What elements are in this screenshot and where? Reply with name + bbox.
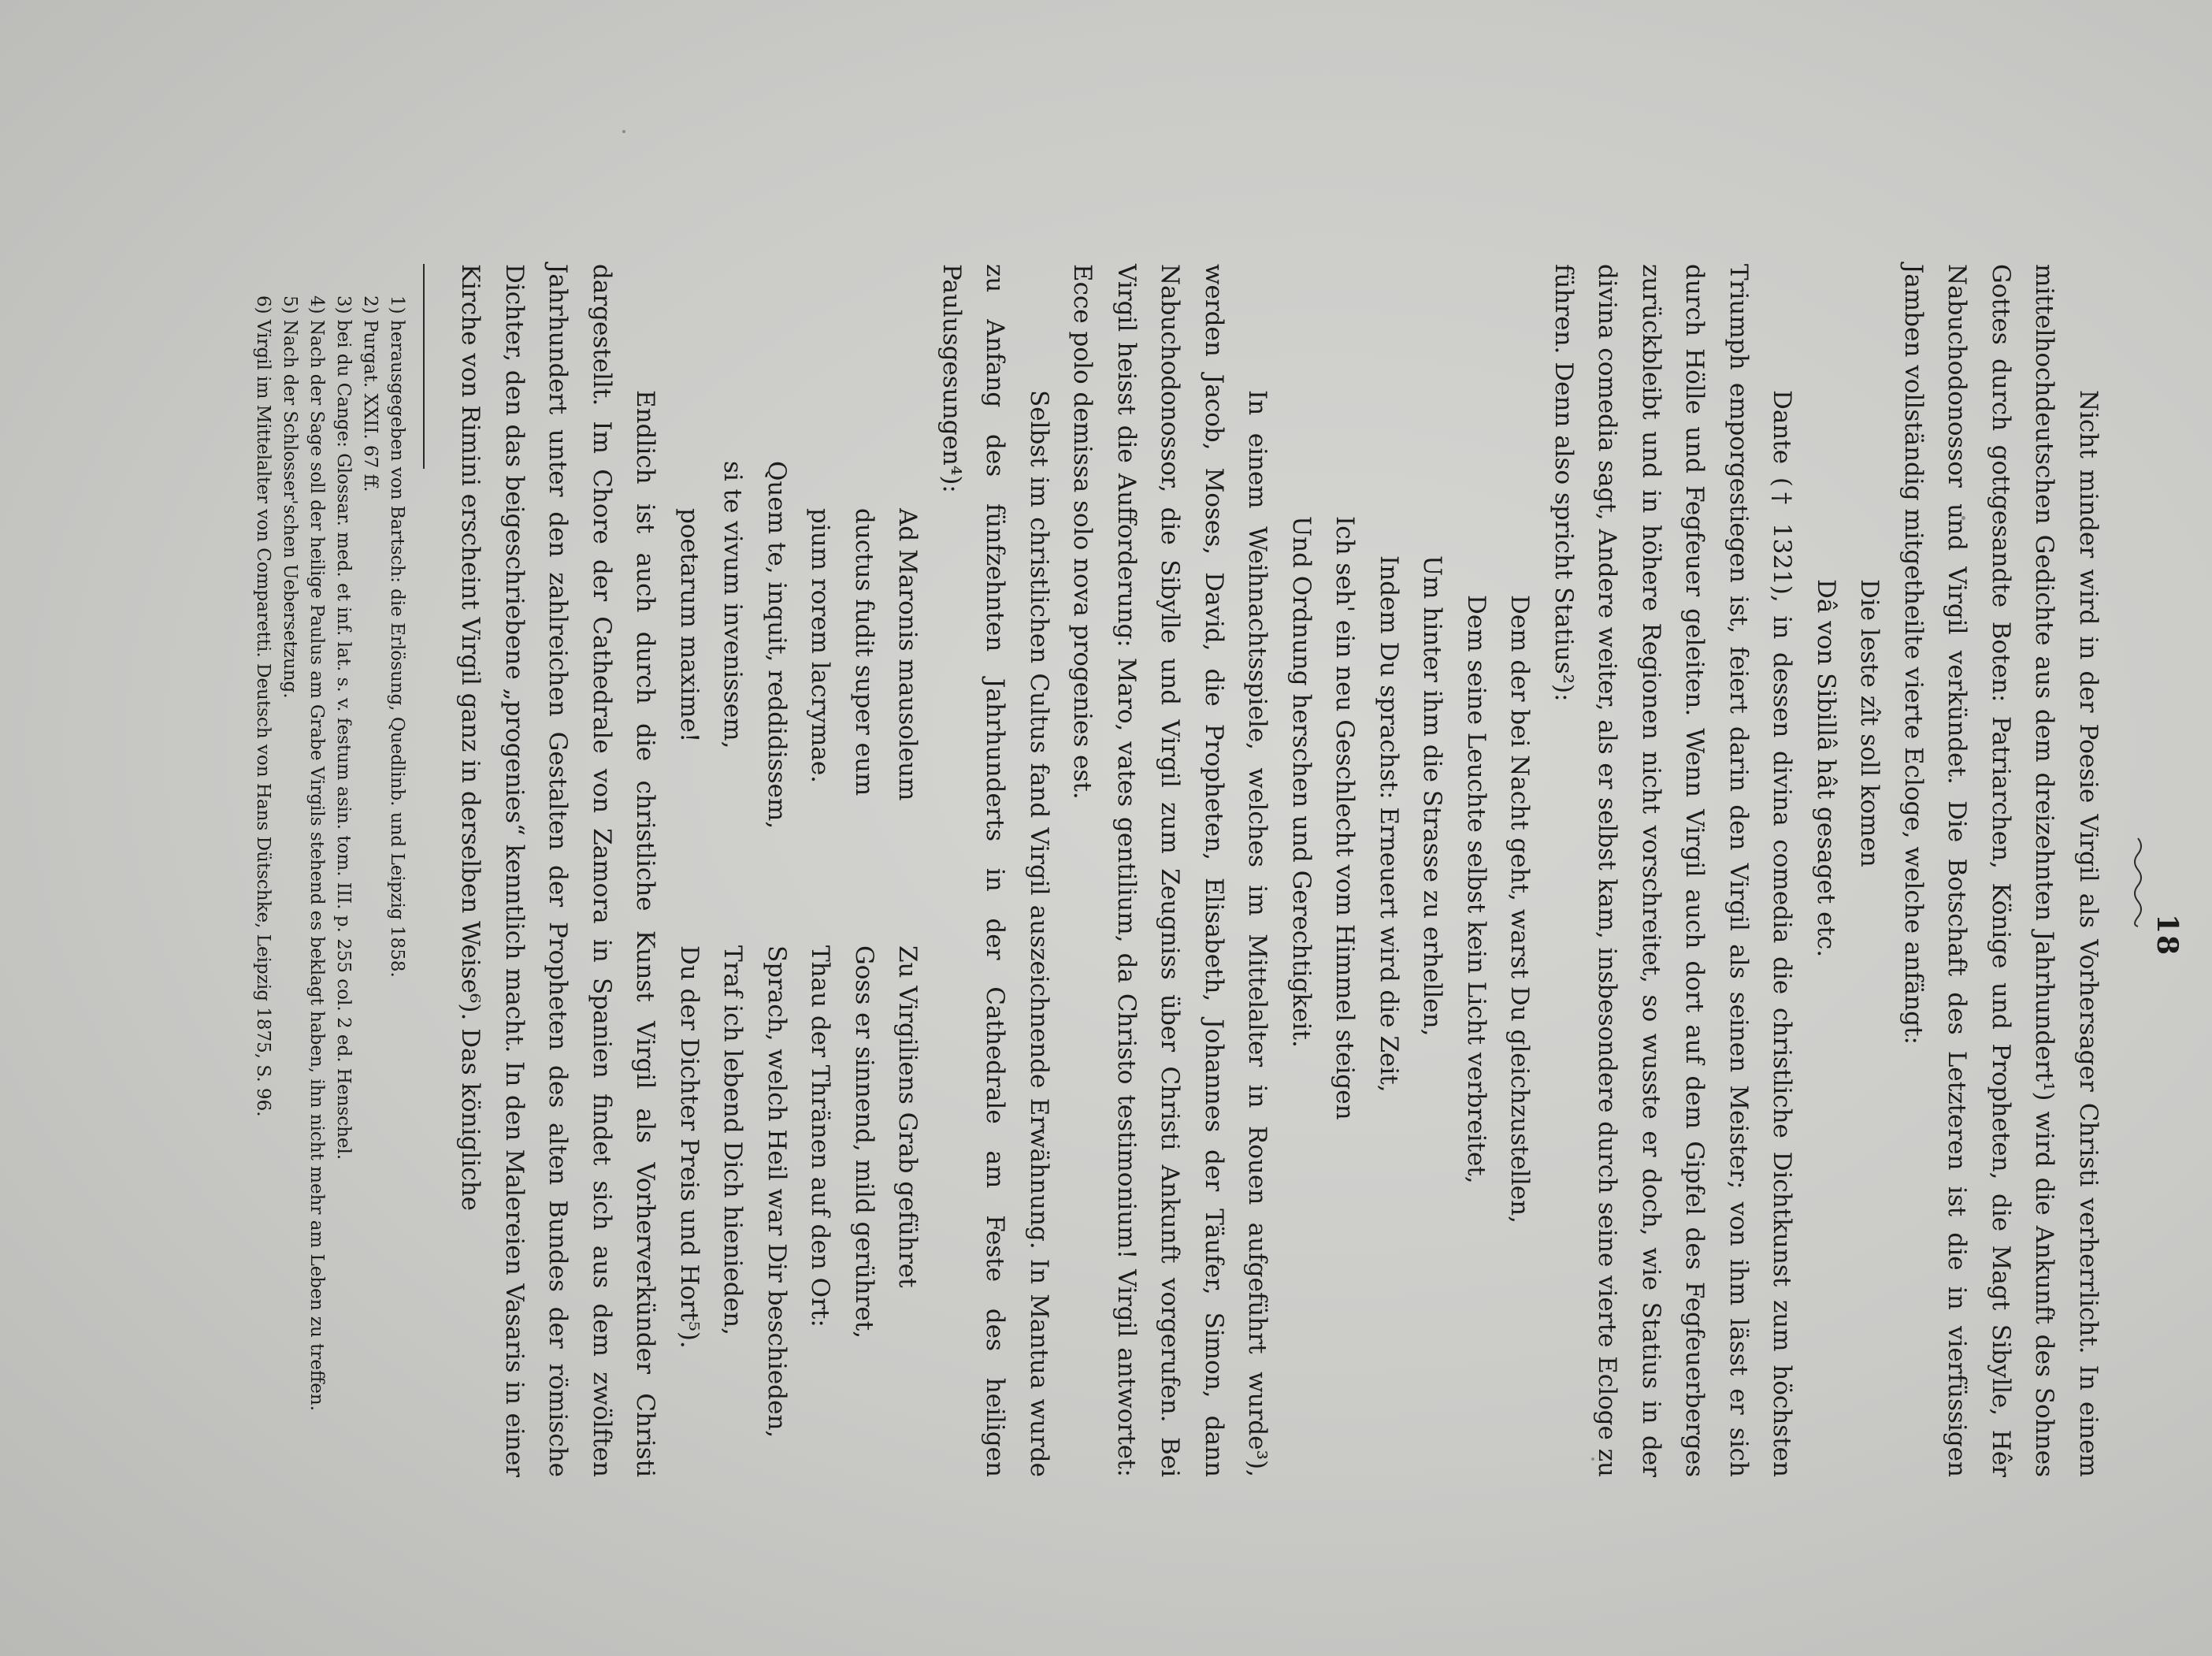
latin-line: Ad Maronis mausoleum bbox=[893, 508, 922, 801]
paragraph: Dante († 1321), in dessen divina comedia die christliche Dichtkunst zum höchsten Triumph emporgestiegen ist, feiert darin den Virgil als seinen Meister; von ihm lässt er sich durch Hölle und Fegfeuer geleiten. Wenn Virgil auch dort auf dem Gipfel des Fegfeuerberges zurückbleibt und in höhere Regionen nicht vorschreitet, so wusste er doch, wie Statius in der divina comedia sagt, Andere weiter, als er selbst kam, insbesondere durch seine vierte Ecloge zu führen. Denn also spricht Statius²): bbox=[1550, 264, 1797, 1477]
footnote: 2) Purgat. XXII. 67 ff. bbox=[360, 295, 380, 492]
latin-line: ductus fudit super eum bbox=[850, 508, 878, 796]
page-body bbox=[250, 264, 2110, 1477]
german-line: Goss er sinnend, mild gerühret, bbox=[850, 945, 878, 1339]
verse-line: Und Ordnung herschen und Gerechtigkeit. bbox=[1287, 516, 1316, 1048]
paragraph: In einem Weihnachtsspiele, welches im Mittelalter in Rouen aufgeführt wurde³), werden Jacob, Moses, David, die Propheten, Elisabeth, Johannes der Täufer, Simon, dann Nabuchodonossor, die Sibylle und Virgil zum Zeugniss über Christi Ankunft vorgerufen. Bei Virgil heisst die Aufforderung: Maro, vates gentilium, da Christo testimonium! Virgil antwortet: Ecce polo demissa solo nova progenies est. bbox=[1068, 264, 1272, 1477]
verse-line: Dâ von Sibillâ hât gesaget etc. bbox=[1812, 579, 1840, 958]
latin-line: Quem te, inquit, reddidissem, bbox=[763, 461, 791, 830]
german-line: Thau der Thränen auf den Ort: bbox=[806, 945, 835, 1327]
verse-quote bbox=[1279, 516, 1542, 1477]
latin-line: poetarum maxime! bbox=[675, 508, 703, 743]
latin-hymn bbox=[667, 374, 930, 906]
german-line: Du der Dichter Preis und Hort⁵). bbox=[675, 945, 703, 1349]
footnotes bbox=[250, 264, 410, 1477]
footnote: 4) Nach der Sage soll der heilige Paulus am Grabe Virgils stehend es beklagt haben, ihn nicht mehr am Leben zu treffen. bbox=[306, 295, 327, 1412]
footnote: 5) Nach der Schlosser'schen Uebersetzung. bbox=[280, 295, 300, 699]
german-line: Traf ich lebend Dich hienieden, bbox=[718, 945, 748, 1335]
german-line: Zu Virgiliens Grab geführet bbox=[893, 945, 922, 1288]
verse-line: Die leste zît soll komen bbox=[1855, 579, 1884, 867]
verse-line: Dem seine Leuchte selbst kein Licht verbreitet, bbox=[1462, 595, 1490, 1184]
footnote: 6) Virgil im Mittelalter von Comparetti. Deutsch von Hans Dütschke, Leipzig 1875, S. 96. bbox=[253, 295, 273, 1117]
paragraph: Nicht minder wird in der Poesie Virgil als Vorhersager Christi verherrlicht. In einem mittelhochdeutschen Gedichte aus dem dreizehnten Jahrhundert¹) wird die Ankunft des Sohnes Gottes durch gottgesandte Boten: Patriarchen, Könige und Propheten, die Magt Sibylle, Hêr Nabuchodonossor und Virgil verkündet. Die Botschaft des Letzteren ist die in vierfüssigen Jamben vollständig mitgetheilte vierte Ecloge, welche anfängt: bbox=[1899, 264, 2103, 1477]
page-number: 18 bbox=[2151, 914, 2184, 957]
page-ornament bbox=[2130, 835, 2146, 930]
hymn-quote bbox=[667, 374, 930, 1477]
german-translation bbox=[667, 945, 930, 1477]
verse-quote bbox=[1804, 579, 1891, 1477]
latin-line: pium rorem lacrymae. bbox=[806, 508, 835, 784]
footnote: 3) bei du Cange: Glossar. med. et inf. lat. s. v. festum asin. tom. III. p. 255 col. 2 ed. Henschel. bbox=[333, 295, 354, 1160]
paragraph: Selbst im christlichen Cultus fand Virgil auszeichnende Erwähnung. In Mantua wurde zu Anfang des fünfzehnten Jahrhunderts in der Cathedrale am Feste des heiligen Paulusgesungen⁴): bbox=[937, 264, 1053, 1477]
latin-line: si te vivum invenissem, bbox=[718, 461, 748, 749]
footnote: 1) herausgegeben von Bartsch: die Erlösung, Quedlinb. und Leipzig 1858. bbox=[387, 295, 407, 978]
german-line: Sprach, welch Heil war Dir beschieden, bbox=[763, 945, 791, 1439]
footnote-rule bbox=[423, 264, 425, 469]
verse-line: Indem Du sprachst: Erneuert wird die Zeit, bbox=[1375, 555, 1403, 1093]
verse-line: Dem der bei Nacht geht, warst Du gleichzustellen, bbox=[1505, 595, 1535, 1223]
verse-line: Um hinter ihm die Strasse zu erhellen, bbox=[1418, 555, 1447, 1037]
paragraph: Endlich ist auch durch die christliche Kunst Virgil als Vorherverkünder Christi dargestellt. Im Chore der Cathedrale von Zamora in Spanien findet sich aus dem zwölften Jahrhundert unter den zahlreichen Gestalten der Propheten des alten Bundes der römische Dichter, den das beigeschriebene „progenies“ kenntlich macht. In den Malereien Vasaris in einer Kirche von Rimini erscheint Virgil ganz in derselben Weise⁶). Das königliche bbox=[456, 264, 660, 1477]
verse-line: Ich seh' ein neu Geschlecht vom Himmel steigen bbox=[1331, 516, 1360, 1120]
